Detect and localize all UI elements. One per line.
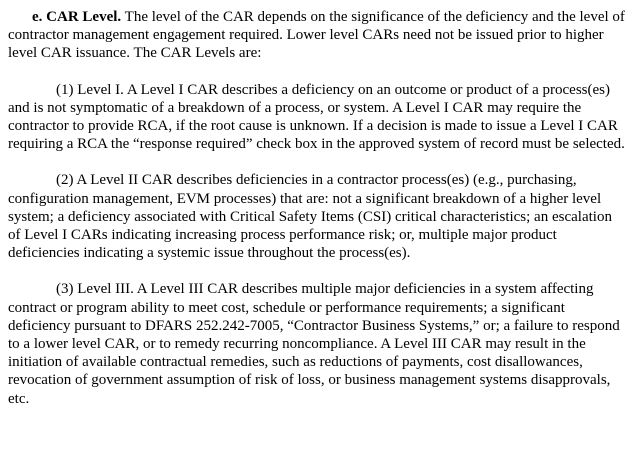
level-2-paragraph xyxy=(8,171,625,262)
document-page xyxy=(8,8,625,408)
section-label: e. xyxy=(32,9,43,25)
level-2-text: A Level II CAR describes deficiencies in a contractor process(es) (e.g., purchasing, configuration management, EVM processes) that are: not a significant breakdown of a higher level system; a deficiency associated with Critical Safety Items (CSI) critical characteristics; an escalation of Level I CARs indicating increasing process performance risk; or, multiple major product deficiencies indicating a systemic issue throughout the process(es). xyxy=(8,172,612,262)
level-1-paragraph xyxy=(8,81,625,154)
section-e-paragraph xyxy=(8,8,625,63)
section-intro: The level of the CAR depends on the significance of the deficiency and the level of contractor management engagement required. Lower level CARs need not be issued prior to higher level CAR issuance. The CAR Levels are: xyxy=(8,9,625,62)
level-3-text: Level III. A Level III CAR describes multiple major deficiencies in a system affecting contract or program ability to meet cost, schedule or performance requirements; a significant deficiency pursuant to DFARS 252.242-7005, “Contractor Business Systems,” or; a failure to respond to a lower level CAR, or to remedy recurring noncompliance. A Level III CAR may result in the initiation of available contractual remedies, such as reductions of payments, cost disallowances, revocation of government assumption of risk of loss, or business management systems disapprovals, etc. xyxy=(8,281,620,407)
level-1-number: (1) xyxy=(56,81,74,98)
level-3-number: (3) xyxy=(56,281,74,298)
section-title: CAR Level. xyxy=(46,9,122,25)
level-1-text: Level I. A Level I CAR describes a deficiency on an outcome or product of a process(es) and is not symptomatic of a breakdown of a process, or system. A Level I CAR may require the contractor to provide RCA, if the root cause is unknown. If a decision is made to issue a Level I CAR requiring a RCA the “response required” check box in the approved system of record must be selected. xyxy=(8,81,625,153)
level-2-number: (2) xyxy=(56,172,74,189)
level-3-paragraph xyxy=(8,280,625,407)
